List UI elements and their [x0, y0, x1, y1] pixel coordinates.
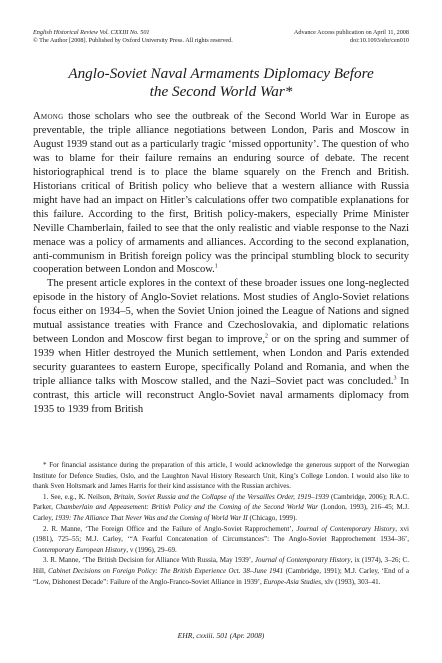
copyright-line: © The Author [2008]. Published by Oxford University Press. All rights reserved. — [33, 36, 233, 44]
footnote-3-book-title: Cabinet Decisions on Foreign Policy: The British Experience Oct. 38–June 1941 — [48, 566, 284, 575]
footnote-3-text-c: (Cambridge, 1991); M.J. Carley, ‘End of a “Low, Dishonest Decade”: Failure of the Anglo-Franco-Soviet Alliance in 1939’, — [33, 566, 409, 586]
footnote-acknowledgement: * For financial assistance during the preparation of this article, I would acknowledge the generous support of the Norwegian Institute for Defence Studies, Oslo, and the Laughton Naval History Research Unit, King’s College London. I would also like to thank Sven Holtsmark and James Harris for their kind assistance with the Russian archives. — [33, 461, 409, 491]
running-header — [33, 29, 409, 44]
footnote-3-journal-2: Europe-Asia Studies — [263, 577, 321, 586]
paragraph-2-text-b: or on the spring and summer of 1939 when Hitler destroyed the Munich settlement, when London and Paris extended security guarantees to eastern Europe, specifically Poland and Romania, and when the triple alliance talks with Moscow stalled, and the Nazi–Soviet pact was concluded. — [33, 334, 409, 388]
body-paragraph-1 — [33, 110, 409, 277]
footnote-ref-1[interactable]: 1 — [214, 263, 218, 270]
paragraph-2-text-a: The present article explores in the context of these broader issues one long-neglected episode in the history of Anglo-Soviet relations. Most studies of Anglo-Soviet relations focus either on 1934–5, when the Soviet Union joined the League of Nations and signed mutual assistance treaties with France and Czechoslovakia, and diplomatic relations between London and Moscow first began to improve, — [33, 278, 409, 346]
title-line-1: Anglo-Soviet Naval Armaments Diplomacy Before — [68, 65, 374, 82]
opening-small-caps: Among — [33, 111, 64, 122]
footnote-3 — [33, 555, 409, 587]
article-body — [33, 110, 409, 417]
paragraph-2-text-c: In contrast, this article will reconstruct Anglo-Soviet naval armaments diplomacy from 1935 to 1939 from British — [33, 376, 409, 416]
footnote-ref-2[interactable]: 2 — [265, 333, 269, 340]
paragraph-1-text: those scholars who see the outbreak of the Second World War in Europe as preventable, the triple alliance negotiations between London, Paris and Moscow in August 1939 stand out as a particularly tragic ‘missed opportunity’. The question of who was to blame for their failure remains an enduring source of debate. The recent historiographical trend is to place the blame squarely on the French and British. Historians critical of British policy who believe that a western alliance with Russia might have had an impact on Hitler’s calculations offer two compatible explanations for this failure. According to the first, British policy-makers, especially Prime Minister Neville Chamberlain, failed to see that the only realistic and viable response to the Nazi menace was a policy of armaments and alliances. According to the second explanation, anti-communism in British foreign policy was the principal stumbling block to security cooperation between London and Moscow. — [33, 111, 409, 276]
footnote-1-text: 1. See, e.g., K. Neilson, — [43, 492, 114, 501]
footnote-3-text-b: , ix (1974), 3–26; C. Hill, — [33, 556, 410, 575]
advance-access-line: Advance Access publication on April 11, 2008 — [293, 29, 409, 36]
footnote-2-text: 2. R. Manne, ‘The Foreign Office and the Failure of Anglo-Soviet Rapprochement’, — [43, 524, 297, 533]
footnote-1 — [33, 492, 409, 524]
footnote-2-journal-2: Contemporary European History — [33, 545, 127, 554]
footnotes — [33, 460, 409, 587]
body-paragraph-2 — [33, 277, 409, 417]
footnote-2 — [33, 524, 409, 556]
footnote-1-text-c: (London, 1993), 216–45; M.J. Carley, — [33, 503, 409, 522]
footnote-2-journal-1: Journal of Contemporary History — [296, 524, 396, 533]
footnote-3-text-d: , xlv (1993), 303–41. — [320, 577, 381, 586]
page-footer-citation: EHR, cxxiii. 501 (Apr. 2008) — [177, 631, 265, 640]
journal-line: English Historical Review Vol. CXXIII No. 501 — [33, 29, 150, 36]
footnote-1-title-1: Britain, Soviet Russia and the Collapse of the Versailles Order, 1919–1939 — [113, 492, 329, 501]
footnote-2-text-b: , xvi (1981), 725–55; M.J. Carley, ‘“A Fearful Concatenation of Circumstances”: The Anglo-Soviet Rapprochement 1934–36’, — [33, 524, 410, 544]
doi[interactable]: doi:10.1093/ehr/cen010 — [350, 36, 409, 44]
title-line-2: the Second World War* — [149, 83, 293, 100]
article-title — [40, 65, 402, 101]
footnote-1-title-2: Chamberlain and Appeasement: British Policy and the Coming of the Second World War — [55, 503, 319, 512]
footnote-2-text-c: , v (1996), 29–69. — [126, 545, 177, 554]
footnote-3-text: 3. R. Manne, ‘The British Decision for Alliance With Russia, May 1939’, — [43, 556, 255, 565]
footnote-3-journal-1: Journal of Contemporary History — [254, 556, 351, 565]
footnote-1-text-d: (Chicago, 1999). — [247, 513, 298, 522]
footnote-1-text-b: (Cambridge, 2006); R.A.C. Parker, — [33, 492, 409, 512]
footnote-ref-3[interactable]: 3 — [393, 375, 397, 382]
footnote-1-title-3: 1939: The Alliance That Never Was and the Coming of World War II — [54, 513, 248, 522]
